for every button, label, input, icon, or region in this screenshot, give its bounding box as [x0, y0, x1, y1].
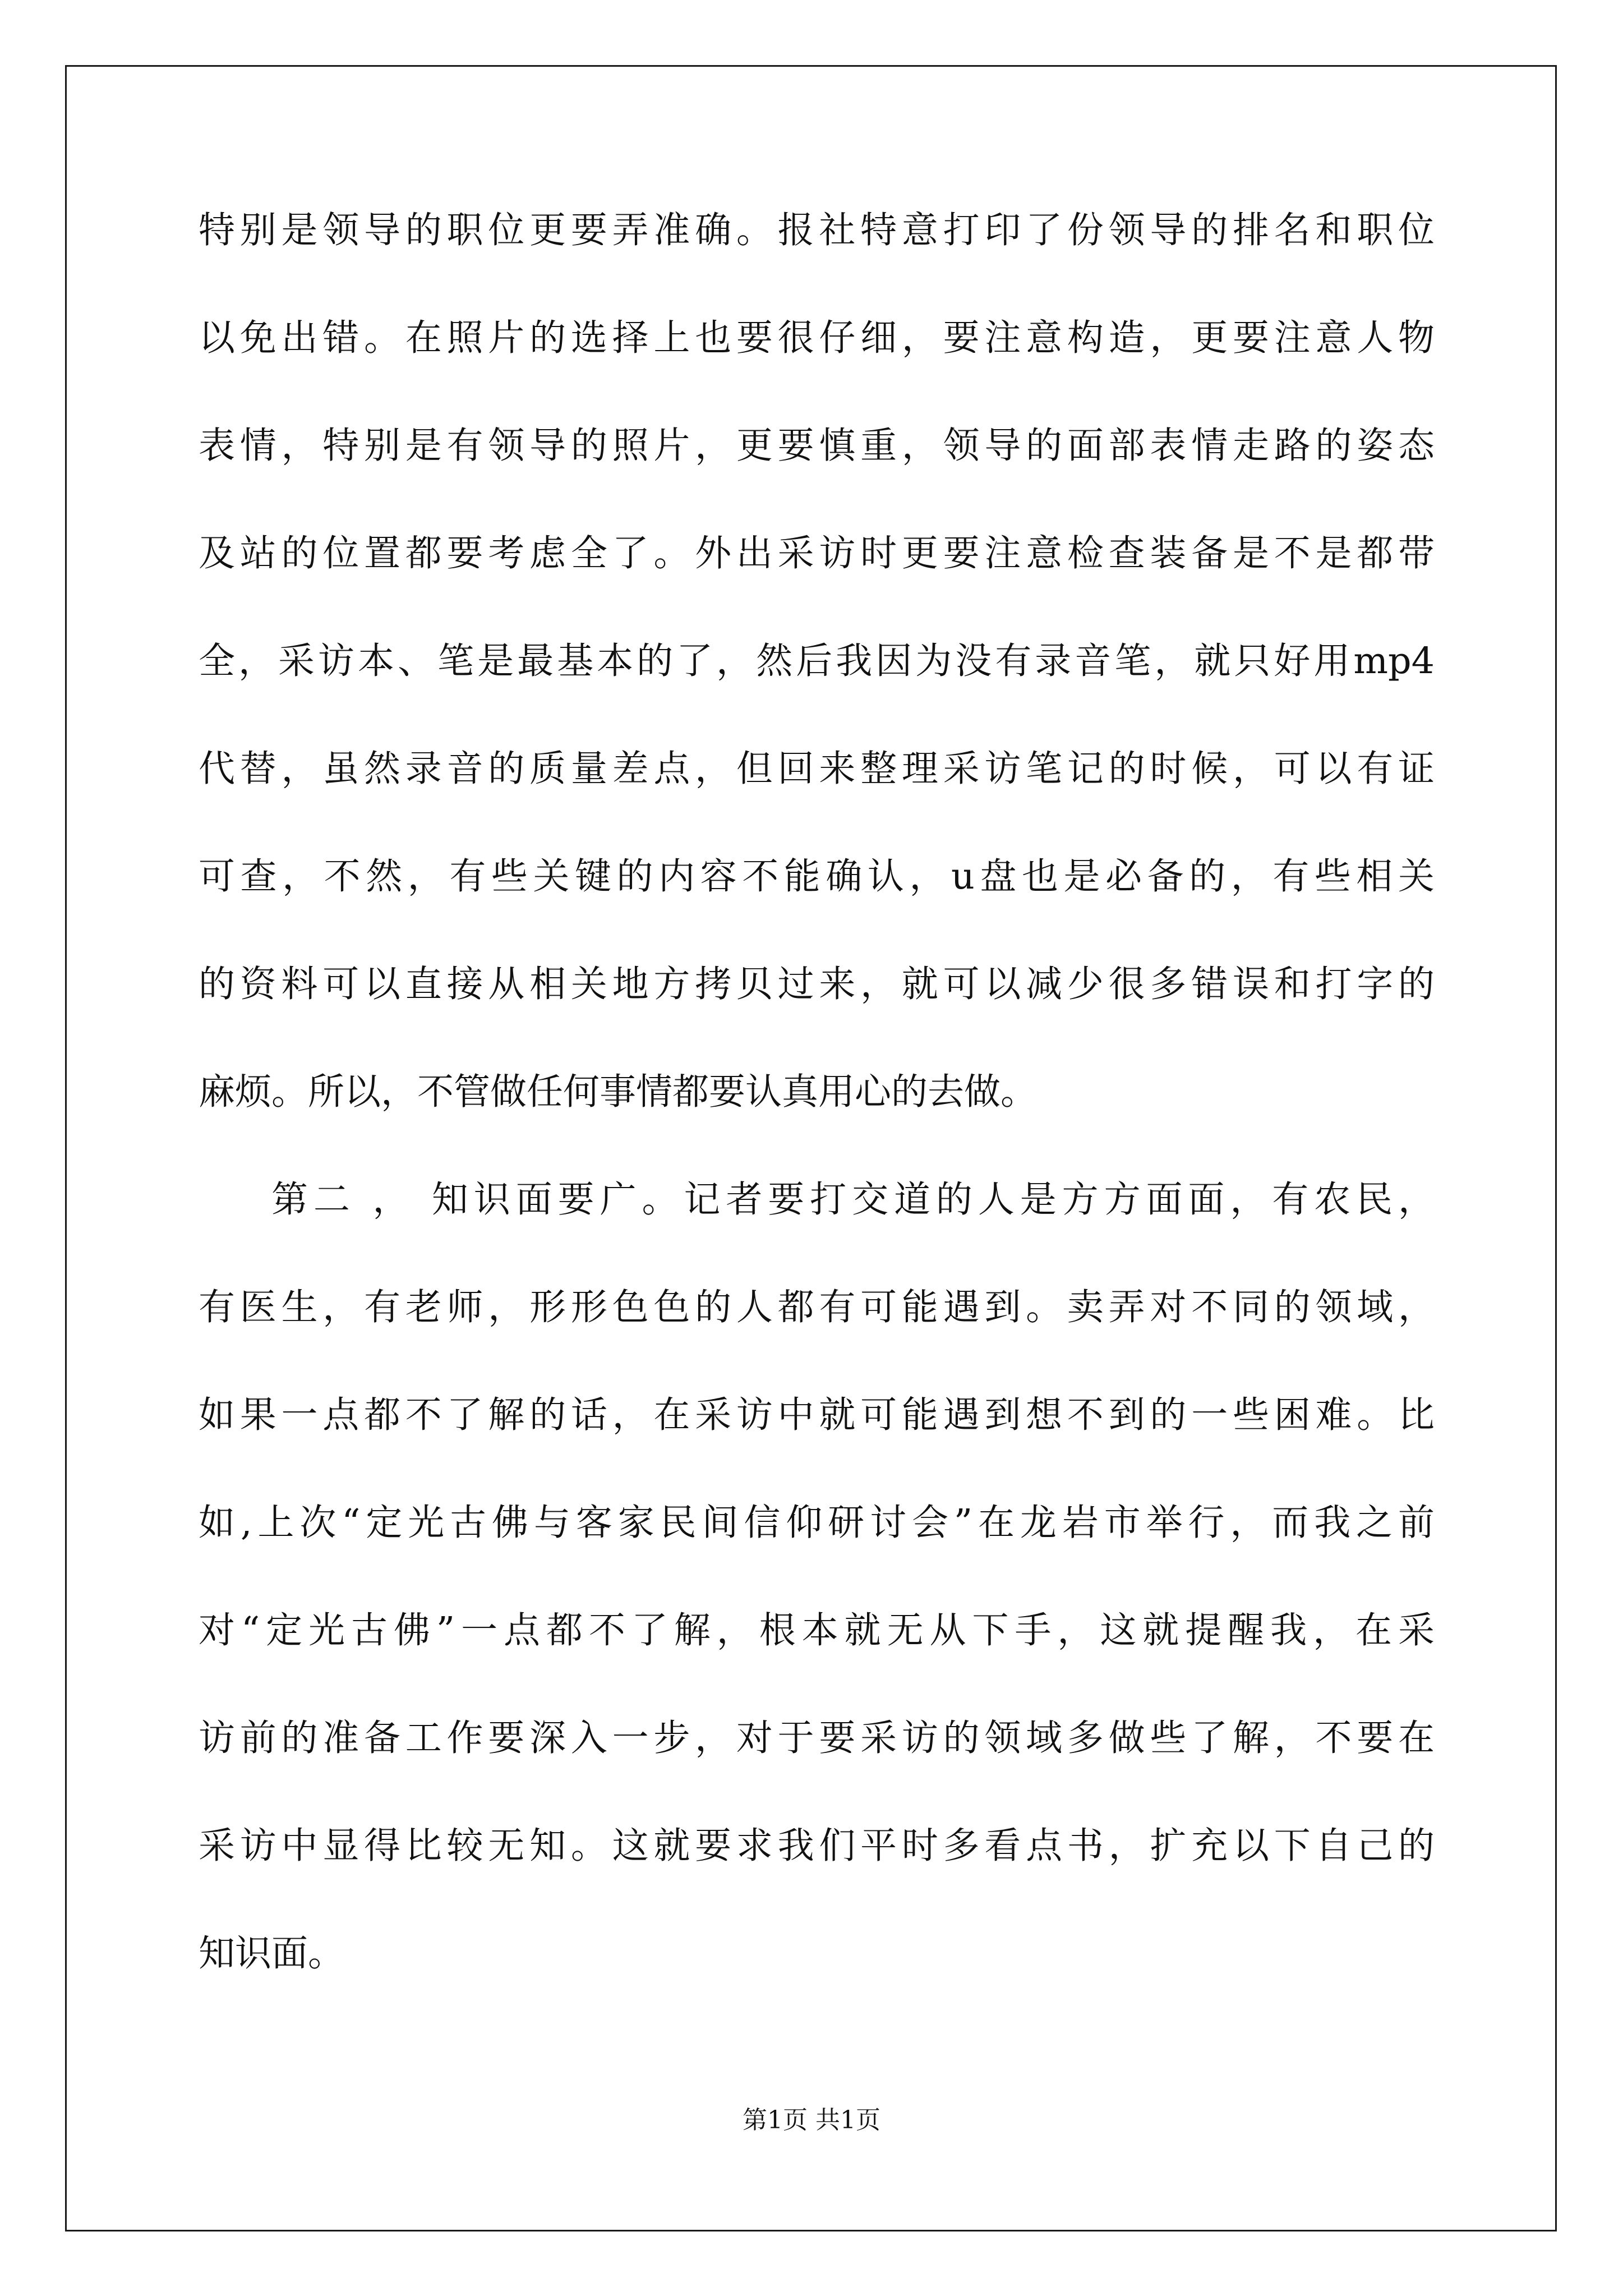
paragraph	[199, 208, 1435, 1177]
text-line: 表情，特别是有领导的照片，更要慎重，领导的面部表情走路的姿态	[199, 425, 1435, 467]
text-line: 可查，不然，有些关键的内容不能确认，u盘也是必备的，有些相关	[199, 855, 1435, 898]
text-line: 第二 ， 知识面要广。记者要打交道的人是方方面面，有农民，	[271, 1179, 1435, 1221]
text-line: 有医生，有老师，形形色色的人都有可能遇到。卖弄对不同的领域，	[199, 1286, 1435, 1328]
text-line: 全，采访本、笔是最基本的了，然后我因为没有录音笔，就只好用mp4	[199, 640, 1435, 682]
text-line: 的资料可以直接从相关地方拷贝过来，就可以减少很多错误和打字的	[199, 963, 1435, 1005]
text-line: 以免出错。在照片的选择上也要很仔细，要注意构造，更要注意人物	[199, 317, 1435, 359]
text-line: 知识面。	[199, 1932, 345, 1975]
text-line: 访前的准备工作要深入一步，对于要采访的领域多做些了解，不要在	[199, 1717, 1435, 1759]
text-line: 特别是领导的职位更要弄准确。报社特意打印了份领导的排名和职位	[199, 209, 1435, 251]
text-line: 采访中显得比较无知。这就要求我们平时多看点书，扩充以下自己的	[199, 1825, 1435, 1867]
page-number: 第1页 共1页	[743, 2106, 880, 2134]
text-line: 麻烦。所以，不管做任何事情都要认真用心的去做。	[199, 1071, 1038, 1113]
text-line: 如,上次“定光古佛与客家民间信仰研讨会”在龙岩市举行，而我之前	[199, 1502, 1435, 1544]
text-line: 及站的位置都要考虑全了。外出采访时更要注意检查装备是不是都带	[199, 532, 1435, 574]
text-line: 如果一点都不了解的话，在采访中就可能遇到想不到的一些困难。比	[199, 1394, 1435, 1436]
paragraph	[199, 1177, 1435, 2039]
document-body	[199, 208, 1435, 2039]
text-line: 对“定光古佛”一点都不了解，根本就无从下手，这就提醒我，在采	[199, 1609, 1435, 1651]
text-line: 代替，虽然录音的质量差点，但回来整理采访笔记的时候，可以有证	[199, 748, 1435, 790]
